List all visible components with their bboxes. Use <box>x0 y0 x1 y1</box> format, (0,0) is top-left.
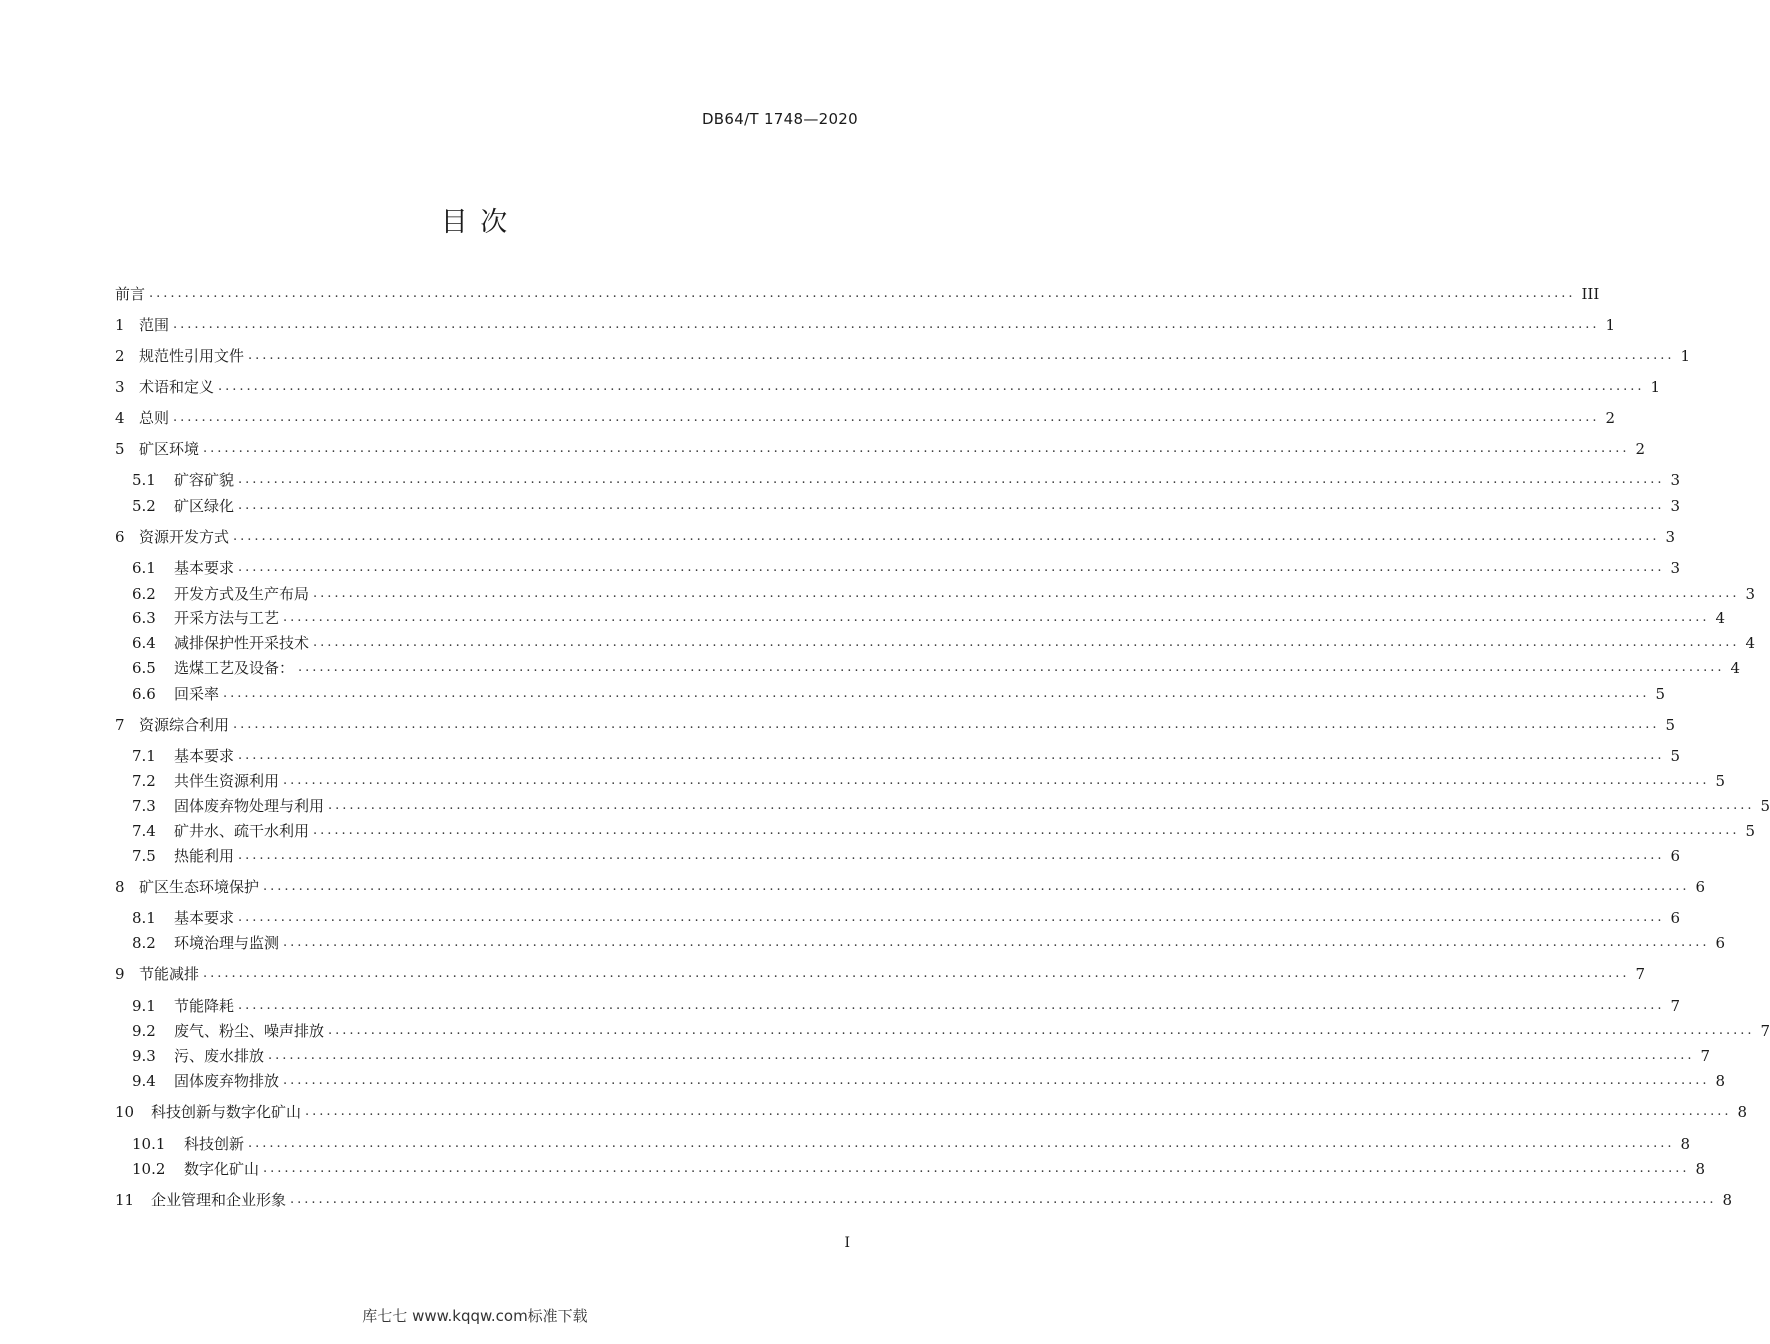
toc-entry[interactable] <box>132 468 1681 492</box>
toc-entry-number: 9.4 <box>132 1072 156 1090</box>
toc-leader-dots: ........................................................................................................................................................................................................ <box>233 717 1660 732</box>
toc-entry-number: 8.1 <box>132 909 156 927</box>
toc-entry-page: 8 <box>1722 1191 1733 1209</box>
toc-entry-label: 选煤工艺及设备： <box>174 659 295 677</box>
toc-entry-page: 8 <box>1737 1103 1748 1121</box>
toc-entry-number: 9 <box>115 965 125 983</box>
toc-entry-page: 7 <box>1760 1022 1770 1040</box>
toc-entry-label: 污、废水排放 <box>174 1047 265 1065</box>
toc-entry-label: 规范性引用文件 <box>139 347 245 365</box>
toc-leader-dots: ........................................................................................................................................................................................................ <box>203 441 1630 456</box>
toc-entry[interactable] <box>115 282 1600 306</box>
toc-leader-dots: ........................................................................................................................................................................................................ <box>290 1192 1717 1207</box>
toc-leader-dots: ........................................................................................................................................................................................................ <box>223 686 1650 701</box>
toc-entry-page: 7 <box>1700 1047 1711 1065</box>
toc-entry[interactable] <box>132 606 1726 630</box>
toc-entry-number: 5.1 <box>132 471 156 489</box>
toc-entry[interactable] <box>132 631 1756 655</box>
toc-leader-dots: ........................................................................................................................................................................................................ <box>238 848 1665 863</box>
toc-leader-dots: ........................................................................................................................................................................................................ <box>283 1073 1710 1088</box>
page-title: 目 次 <box>440 207 510 238</box>
toc-entry-number: 7.3 <box>132 797 156 815</box>
toc-entry-number: 7.1 <box>132 747 156 765</box>
toc-entry[interactable] <box>132 1069 1726 1093</box>
toc-entry-number: 2 <box>115 347 125 365</box>
toc-entry-number: 10.2 <box>132 1160 166 1178</box>
toc-entry-number: 6.4 <box>132 634 156 652</box>
toc-entry[interactable] <box>132 819 1756 843</box>
toc-entry-number: 3 <box>115 378 125 396</box>
toc-entry[interactable] <box>115 313 1616 337</box>
toc-entry-number: 10.1 <box>132 1135 166 1153</box>
toc-entry-number: 10 <box>115 1103 135 1121</box>
toc-entry-page: 4 <box>1715 609 1726 627</box>
toc-entry-label: 数字化矿山 <box>184 1160 260 1178</box>
toc-entry-page: 4 <box>1730 659 1741 677</box>
toc-entry-label: 共伴生资源利用 <box>174 772 280 790</box>
toc-entry-label: 前言 <box>115 285 146 303</box>
toc-entry-label: 开发方式及生产布局 <box>174 585 310 603</box>
toc-entry[interactable] <box>115 406 1616 430</box>
toc-entry-number: 11 <box>115 1191 135 1209</box>
toc-entry-number: 1 <box>115 316 125 334</box>
toc-leader-dots: ........................................................................................................................................................................................................ <box>238 998 1665 1013</box>
toc-entry-label: 矿容矿貌 <box>174 471 235 489</box>
toc-entry-label: 基本要求 <box>174 559 235 577</box>
toc-entry-number: 9.3 <box>132 1047 156 1065</box>
toc-entry-page: 6 <box>1670 847 1681 865</box>
toc-entry[interactable] <box>115 525 1676 549</box>
toc-entry-page: 3 <box>1665 528 1676 546</box>
toc-entry-number: 7 <box>115 716 125 734</box>
toc-leader-dots: ........................................................................................................................................................................................................ <box>313 586 1740 601</box>
toc-entry[interactable] <box>132 794 1770 818</box>
toc-entry-label: 节能降耗 <box>174 997 235 1015</box>
toc-entry[interactable] <box>132 682 1666 706</box>
toc-entry-label: 矿区绿化 <box>174 497 235 515</box>
toc-entry[interactable] <box>115 962 1646 986</box>
toc-leader-dots: ........................................................................................................................................................................................................ <box>283 773 1710 788</box>
toc-entry-page: 5 <box>1715 772 1726 790</box>
standard-code: DB64/T 1748—2020 <box>701 110 858 128</box>
toc-entry-number: 6.1 <box>132 559 156 577</box>
toc-entry[interactable] <box>132 994 1681 1018</box>
toc-entry-label: 回采率 <box>174 685 220 703</box>
toc-leader-dots: ........................................................................................................................................................................................................ <box>203 966 1630 981</box>
toc-leader-dots: ........................................................................................................................................................................................................ <box>238 748 1665 763</box>
toc-leader-dots: ........................................................................................................................................................................................................ <box>248 348 1675 363</box>
toc-entry-page: 6 <box>1670 909 1681 927</box>
toc-entry[interactable] <box>132 556 1681 580</box>
toc-entry-page: 1 <box>1650 378 1661 396</box>
toc-entry-label: 固体废弃物处理与利用 <box>174 797 325 815</box>
toc-entry[interactable] <box>132 1019 1770 1043</box>
toc-entry-number: 9.1 <box>132 997 156 1015</box>
toc-leader-dots: ........................................................................................................................................................................................................ <box>328 1023 1755 1038</box>
toc-entry-page: 1 <box>1680 347 1691 365</box>
toc-entry[interactable] <box>115 1188 1733 1212</box>
toc-leader-dots: ........................................................................................................................................................................................................ <box>283 935 1710 950</box>
toc-entry-number: 4 <box>115 409 125 427</box>
toc-entry-label: 术语和定义 <box>139 378 215 396</box>
toc-leader-dots: ........................................................................................................................................................................................................ <box>149 286 1576 301</box>
toc-entry[interactable] <box>132 494 1681 518</box>
toc-entry[interactable] <box>115 437 1646 461</box>
toc-entry-label: 总则 <box>139 409 170 427</box>
toc-entry[interactable] <box>115 344 1691 368</box>
toc-entry-number: 7.5 <box>132 847 156 865</box>
toc-entry-page: 6 <box>1695 878 1706 896</box>
toc-entry-label: 科技创新 <box>184 1135 245 1153</box>
toc-entry-number: 5 <box>115 440 125 458</box>
toc-entry-page: 8 <box>1715 1072 1726 1090</box>
toc-entry-label: 开采方法与工艺 <box>174 609 280 627</box>
toc-entry-page: 5 <box>1655 685 1666 703</box>
toc-entry-page: 5 <box>1760 797 1770 815</box>
toc-entry[interactable] <box>132 1132 1691 1156</box>
toc-entry[interactable] <box>115 375 1661 399</box>
toc-entry-label: 环境治理与监测 <box>174 934 280 952</box>
toc-entry[interactable] <box>132 906 1681 930</box>
toc-entry-label: 基本要求 <box>174 909 235 927</box>
toc-entry[interactable] <box>132 1157 1706 1181</box>
toc-entry-label: 矿区生态环境保护 <box>139 878 260 896</box>
toc-entry-number: 6.3 <box>132 609 156 627</box>
toc-entry-label: 节能减排 <box>139 965 200 983</box>
toc-entry-page: 3 <box>1745 585 1756 603</box>
toc-entry-page: 6 <box>1715 934 1726 952</box>
toc-entry-label: 科技创新与数字化矿山 <box>151 1103 302 1121</box>
toc-entry-label: 废气、粉尘、噪声排放 <box>174 1022 325 1040</box>
toc-leader-dots: ........................................................................................................................................................................................................ <box>173 410 1600 425</box>
toc-leader-dots: ........................................................................................................................................................................................................ <box>313 635 1740 650</box>
toc-leader-dots: ........................................................................................................................................................................................................ <box>238 472 1665 487</box>
toc-entry[interactable] <box>132 656 1741 680</box>
toc-entry-label: 基本要求 <box>174 747 235 765</box>
toc-entry-number: 9.2 <box>132 1022 156 1040</box>
toc-entry-number: 6.2 <box>132 585 156 603</box>
toc-entry-number: 7.4 <box>132 822 156 840</box>
toc-entry-page: 2 <box>1635 440 1646 458</box>
toc-entry-label: 企业管理和企业形象 <box>151 1191 287 1209</box>
toc-entry-page: 2 <box>1605 409 1616 427</box>
toc-leader-dots: ........................................................................................................................................................................................................ <box>218 379 1645 394</box>
toc-entry[interactable] <box>132 582 1756 606</box>
toc-leader-dots: ........................................................................................................................................................................................................ <box>263 879 1690 894</box>
watermark-footer: 库七七 www.kqqw.com标准下载 <box>362 1307 588 1325</box>
toc-entry[interactable] <box>132 769 1726 793</box>
toc-entry-page: 8 <box>1680 1135 1691 1153</box>
toc-entry-page: 1 <box>1605 316 1616 334</box>
toc-leader-dots: ........................................................................................................................................................................................................ <box>233 529 1660 544</box>
toc-leader-dots: ........................................................................................................................................................................................................ <box>313 823 1740 838</box>
toc-entry-page: 4 <box>1745 634 1756 652</box>
toc-leader-dots: ........................................................................................................................................................................................................ <box>268 1048 1695 1063</box>
toc-leader-dots: ........................................................................................................................................................................................................ <box>238 910 1665 925</box>
toc-leader-dots: ........................................................................................................................................................................................................ <box>305 1104 1732 1119</box>
toc-leader-dots: ........................................................................................................................................................................................................ <box>263 1161 1690 1176</box>
toc-entry-label: 资源开发方式 <box>139 528 230 546</box>
toc-entry[interactable] <box>132 931 1726 955</box>
toc-entry-label: 范围 <box>139 316 170 334</box>
toc-entry[interactable] <box>115 713 1676 737</box>
toc-entry-number: 8 <box>115 878 125 896</box>
toc-entry-page: 5 <box>1745 822 1756 840</box>
toc-entry-label: 矿区环境 <box>139 440 200 458</box>
toc-entry[interactable] <box>132 1044 1711 1068</box>
toc-entry-label: 资源综合利用 <box>139 716 230 734</box>
toc-entry-label: 矿井水、疏干水利用 <box>174 822 310 840</box>
toc-leader-dots: ........................................................................................................................................................................................................ <box>238 560 1665 575</box>
toc-leader-dots: ........................................................................................................................................................................................................ <box>298 660 1725 675</box>
toc-entry-label: 固体废弃物排放 <box>174 1072 280 1090</box>
toc-leader-dots: ........................................................................................................................................................................................................ <box>248 1136 1675 1151</box>
toc-entry-number: 6 <box>115 528 125 546</box>
toc-entry[interactable] <box>115 875 1706 899</box>
toc-entry-page: 3 <box>1670 559 1681 577</box>
toc-entry-number: 6.5 <box>132 659 156 677</box>
toc-entry-number: 5.2 <box>132 497 156 515</box>
toc-leader-dots: ........................................................................................................................................................................................................ <box>173 317 1600 332</box>
toc-entry-page: 5 <box>1670 747 1681 765</box>
toc-entry-page: 5 <box>1665 716 1676 734</box>
toc-entry-page: III <box>1581 285 1600 303</box>
toc-leader-dots: ........................................................................................................................................................................................................ <box>328 798 1755 813</box>
toc-entry-number: 8.2 <box>132 934 156 952</box>
toc-entry[interactable] <box>132 744 1681 768</box>
toc-entry-label: 减排保护性开采技术 <box>174 634 310 652</box>
toc-entry-number: 6.6 <box>132 685 156 703</box>
toc-entry-label: 热能利用 <box>174 847 235 865</box>
toc-entry-page: 8 <box>1695 1160 1706 1178</box>
toc-entry-number: 7.2 <box>132 772 156 790</box>
toc-leader-dots: ........................................................................................................................................................................................................ <box>283 610 1710 625</box>
toc-entry-page: 7 <box>1670 997 1681 1015</box>
toc-entry-page: 3 <box>1670 471 1681 489</box>
toc-entry-page: 7 <box>1635 965 1646 983</box>
toc-entry[interactable] <box>132 844 1681 868</box>
toc-entry[interactable] <box>115 1100 1748 1124</box>
page-number: I <box>844 1235 850 1251</box>
toc-leader-dots: ........................................................................................................................................................................................................ <box>238 498 1665 513</box>
toc-entry-page: 3 <box>1670 497 1681 515</box>
